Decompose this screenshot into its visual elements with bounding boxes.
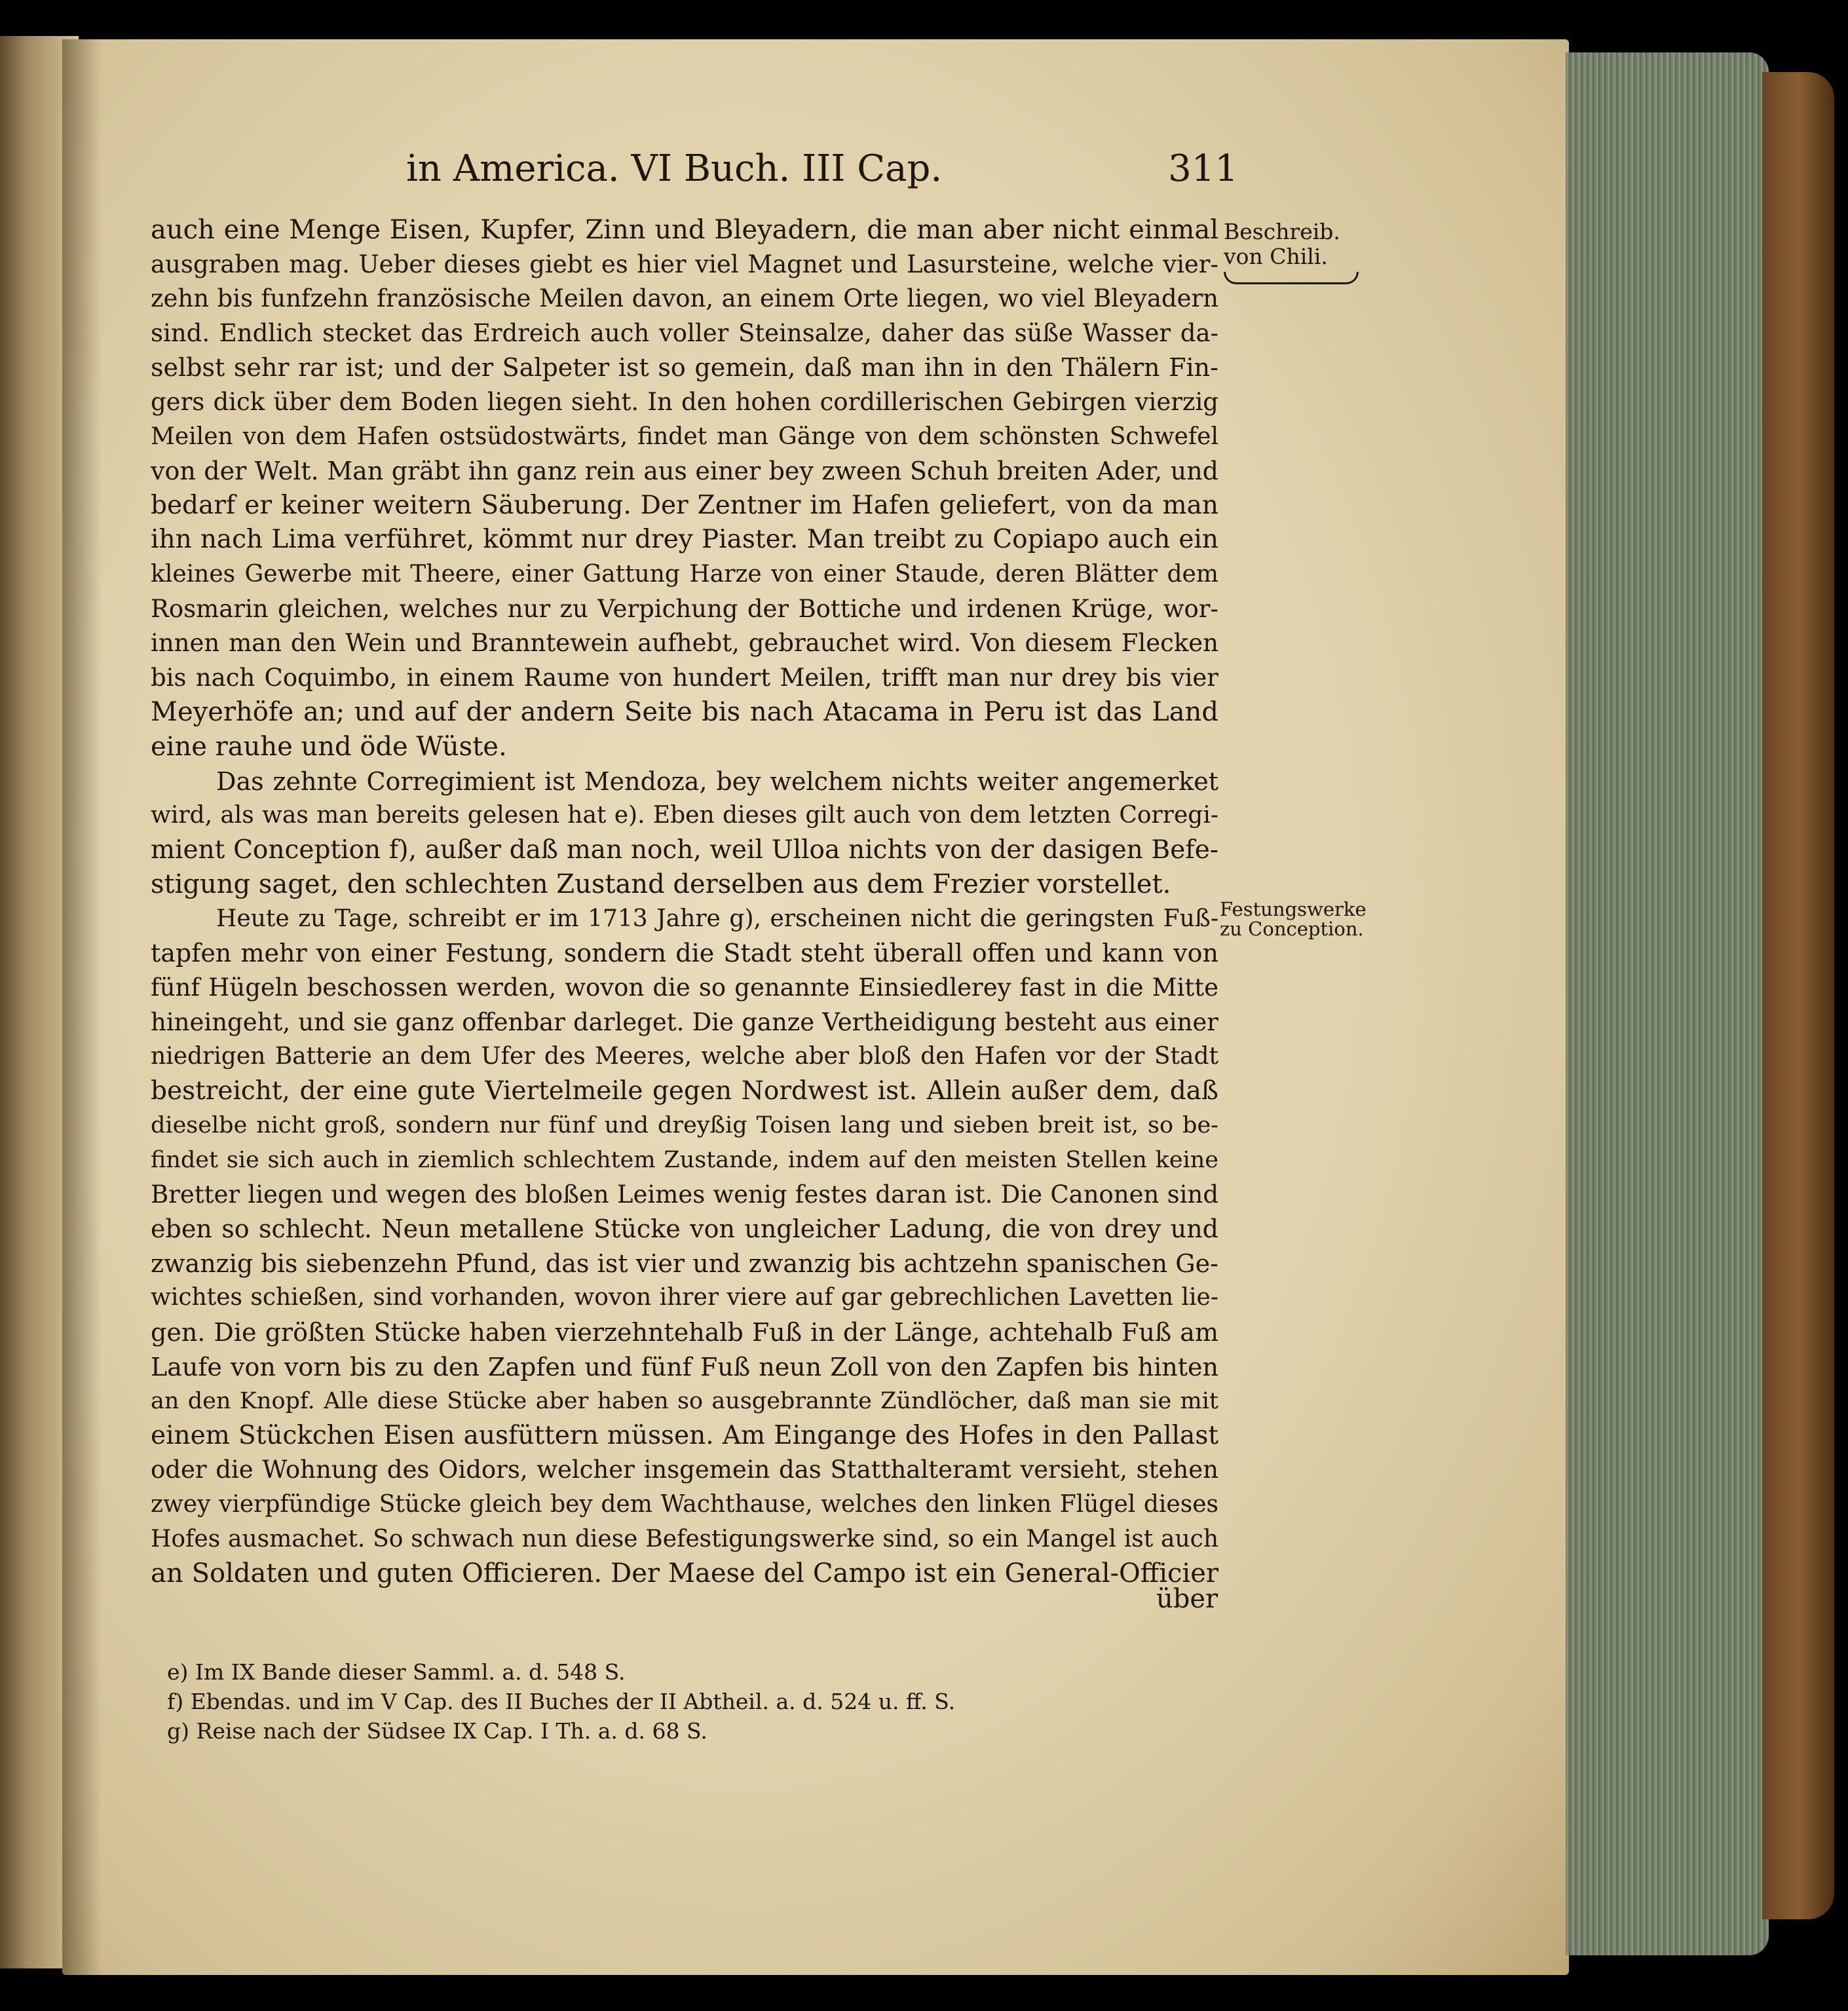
text-line: niedrigen Batterie an dem Ufer des Meeres, welche aber bloß den Hafen vor der Stadt [151,1043,1218,1070]
text-line: Bretter liegen und wegen des bloßen Leimes wenig festes daran ist. Die Canonen sind [151,1180,1218,1209]
margin-note-line: Beschreib. [1224,219,1340,244]
text-line: findet sie sich auch in ziemlich schlechtem Zustande, indem auf den meisten Stellen keine [151,1147,1218,1174]
text-line: bestreicht, der eine gute Viertelmeile gegen Nordwest ist. Allein außer dem, daß [151,1076,1218,1106]
brace-mark [1224,272,1359,284]
text-line: innen man den Wein und Branntewein aufhebt, gebrauchet wird. Von diesem Flecken [151,629,1218,658]
page-block-edge [1566,52,1769,1955]
margin-note-line: von Chili. [1224,244,1328,269]
text-line: Rosmarin gleichen, welches nur zu Verpichung der Bottiche und irdenen Krüge, wor- [151,594,1218,623]
text-line: von der Welt. Man gräbt ihn ganz rein aus einer bey zween Schuh breiten Ader, und [151,457,1218,486]
catchword: über [1156,1584,1218,1614]
text-line: fünf Hügeln beschossen werden, wovon die so genannte Einsiedlerey fast in die Mitte [151,973,1218,1002]
text-line: ausgraben mag. Ueber dieses giebt es hier viel Magnet und Lasursteine, welche vier- [151,250,1218,278]
text-line: ihn nach Lima verführet, kömmt nur drey Piaster. Man treibt zu Copiapo auch ein [151,525,1218,555]
text-line: einem Stückchen Eisen ausfüttern müssen. Am Eingange des Hofes in den Pallast [151,1420,1218,1450]
page-number: 311 [1168,147,1238,190]
text-line: stigung saget, den schlechten Zustand derselben aus dem Frezier vorstellet. [151,869,1171,900]
book-cover-edge [1762,72,1834,1919]
text-line: Laufe von vorn bis zu den Zapfen und fünf Fuß neun Zoll von den Zapfen bis hinten [151,1352,1218,1381]
body-text [151,213,1218,1591]
text-line: sind. Endlich stecket das Erdreich auch voller Steinsalze, daher das süße Wasser da- [151,318,1218,347]
gutter-shadow [62,39,102,1975]
text-line: eben so schlecht. Neun metallene Stücke von ungleicher Ladung, die von drey und [151,1214,1218,1244]
text-line: zwey vierpfündige Stücke gleich bey dem Wachthause, welches den linken Flügel dieses [151,1490,1218,1518]
text-line: Heute zu Tage, schreibt er im 1713 Jahre g), erscheinen nicht die geringsten Fuß- [216,905,1218,932]
margin-note-line: zu Conception. [1220,918,1364,940]
text-line: kleines Gewerbe mit Theere, einer Gattung Harze von einer Staude, deren Blätter dem [151,560,1218,588]
running-head: in America. VI Buch. III Cap. [406,147,943,190]
page-header [406,147,1238,200]
text-line: zwanzig bis siebenzehn Pfund, das ist vier und zwanzig bis achtzehn spanischen Ge- [151,1249,1218,1278]
text-line: wird, als was man bereits gelesen hat e). Eben dieses gilt auch von dem letzten Corregi- [151,802,1218,829]
text-line: mient Conception f), außer daß man noch, weil Ulloa nichts von der dasigen Befe- [151,835,1218,865]
text-line: bedarf er keiner weitern Säuberung. Der Zentner im Hafen geliefert, von da man [151,490,1218,520]
text-line: tapfen mehr von einer Festung, sondern die Stadt steht überall offen und kann von [151,939,1218,968]
text-line: zehn bis funfzehn französische Meilen davon, an einem Orte liegen, wo viel Bleyadern [151,284,1218,313]
text-line: Das zehnte Corregimient ist Mendoza, bey welchem nichts weiter angemerket [216,766,1218,796]
text-line: gers dick über dem Boden liegen sieht. In den hohen cordillerischen Gebirgen vierzig [151,387,1218,416]
text-line: Meyerhöfe an; und auf der andern Seite bis nach Atacama in Peru ist das Land [151,697,1218,728]
text-line: an Soldaten und guten Officieren. Der Maese del Campo ist ein General-Officier [151,1558,1218,1589]
margin-note-line: Festungswerke [1220,898,1367,920]
text-line: hineingeht, und sie ganz offenbar darleget. Die ganze Vertheidigung besteht aus einer [151,1007,1218,1036]
text-line: gen. Die größten Stücke haben vierzehntehalb Fuß in der Länge, achtehalb Fuß am [151,1318,1218,1347]
text-line: dieselbe nicht groß, sondern nur fünf und dreyßig Toisen lang und sieben breit ist, so be- [151,1112,1218,1139]
text-line: eine rauhe und öde Wüste. [151,731,507,762]
margin-note-chili [1224,219,1359,284]
margin-note-conception [1220,899,1367,939]
text-line: selbst sehr rar ist; und der Salpeter ist so gemein, daß man ihn in den Thälern Fin- [151,353,1218,383]
text-line: Hofes ausmachet. So schwach nun diese Befestigungswerke sind, so ein Mangel ist auch [151,1525,1218,1552]
footnotes [167,1657,1084,1746]
text-line: wichtes schießen, sind vorhanden, wovon ihrer viere auf gar gebrechlichen Lavetten lie- [151,1284,1218,1311]
footnote-f: f) Ebendas. und im V Cap. des II Buches der II Abtheil. a. d. 524 u. ff. S. [167,1689,956,1714]
text-line: bis nach Coquimbo, in einem Raume von hundert Meilen, trifft man nur drey bis vier [151,663,1218,692]
text-line: oder die Wohnung des Oidors, welcher insgemein das Statthalteramt versieht, stehen [151,1456,1218,1484]
text-line: Meilen von dem Hafen ostsüdostwärts, findet man Gänge von dem schönsten Schwefel [151,423,1218,450]
text-line: auch eine Menge Eisen, Kupfer, Zinn und Bleyadern, die man aber nicht einmal [151,215,1218,245]
footnote-e: e) Im IX Bande dieser Samml. a. d. 548 S. [167,1659,626,1685]
text-line: an den Knopf. Alle diese Stücke aber haben so ausgebrannte Zündlöcher, daß man sie mit [151,1388,1218,1415]
footnote-g: g) Reise nach der Südsee IX Cap. I Th. a. d. 68 S. [167,1718,707,1744]
